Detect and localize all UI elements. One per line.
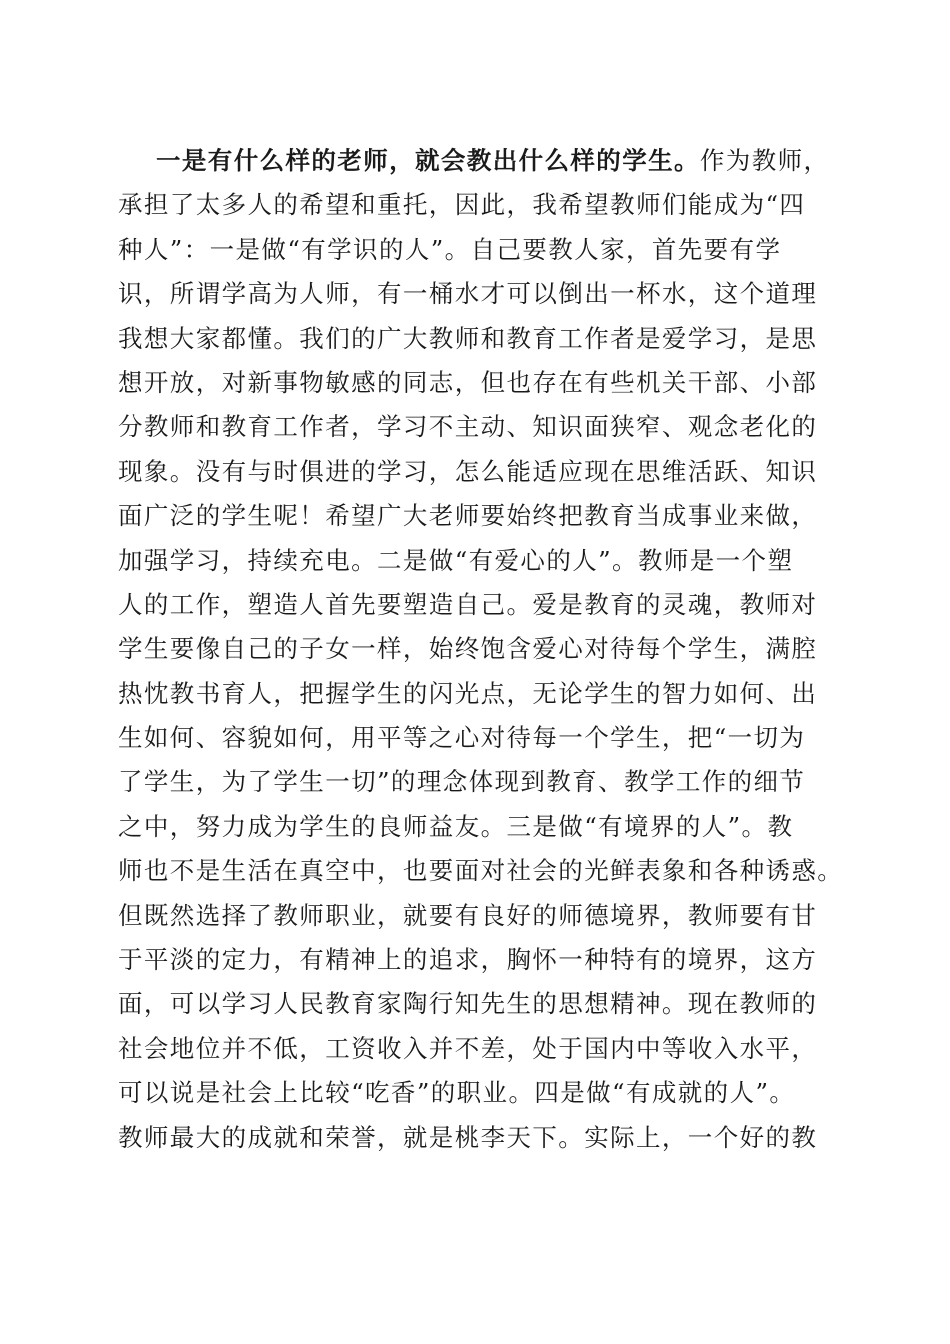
- text-line: 面广泛的学生呢！希望广大老师要始终把教育当成事业来做，: [118, 501, 818, 531]
- text-line: 但既然选择了教师职业，就要有良好的师德境界，教师要有甘: [118, 900, 818, 930]
- text-line-1: [118, 139, 838, 183]
- lead-sentence: 一是有什么样的老师，就会教出什么样的学生。: [156, 146, 700, 175]
- text-line: 社会地位并不低，工资收入并不差，处于国内中等收入水平，: [118, 1033, 818, 1063]
- text-line: 热忱教书育人，把握学生的闪光点，无论学生的智力如何、出: [118, 678, 818, 708]
- text-line: 种人”：一是做“有学识的人”。自己要教人家，首先要有学: [118, 234, 782, 264]
- text-line: 识，所谓学高为人师，有一桶水才可以倒出一杯水，这个道理: [118, 279, 818, 309]
- text-line: 人的工作，塑造人首先要塑造自己。爱是教育的灵魂，教师对: [118, 589, 818, 619]
- text-line: 可以说是社会上比较“吃香”的职业。四是做“有成就的人”。: [118, 1078, 796, 1108]
- text-line: 了学生，为了学生一切”的理念体现到教育、教学工作的细节: [118, 767, 806, 797]
- text-line: 教师最大的成就和荣誉，就是桃李天下。实际上，一个好的教: [118, 1122, 818, 1152]
- text-line: 之中，努力成为学生的良师益友。三是做“有境界的人”。教: [118, 811, 794, 841]
- text-line: 现象。没有与时俱进的学习，怎么能适应现在思维活跃、知识: [118, 456, 818, 486]
- text-line: 师也不是生活在真空中，也要面对社会的光鲜表象和各种诱惑。: [118, 856, 844, 886]
- text-line: 于平淡的定力，有精神上的追求，胸怀一种特有的境界，这方: [118, 945, 818, 975]
- text-line: 想开放，对新事物敏感的同志，但也存在有些机关干部、小部: [118, 367, 818, 397]
- text-line: 分教师和教育工作者，学习不主动、知识面狭窄、观念老化的: [118, 412, 818, 442]
- first-line-rest: 作为教师，: [699, 146, 830, 175]
- text-line: 学生要像自己的子女一样，始终饱含爱心对待每个学生，满腔: [118, 634, 818, 664]
- text-line: 面，可以学习人民教育家陶行知先生的思想精神。现在教师的: [118, 989, 818, 1019]
- paragraph: [118, 139, 844, 1160]
- text-line: 承担了太多人的希望和重托，因此，我希望教师们能成为“四: [118, 190, 806, 220]
- text-line: 我想大家都懂。我们的广大教师和教育工作者是爱学习，是思: [118, 323, 818, 353]
- text-line: 加强学习，持续充电。二是做“有爱心的人”。教师是一个塑: [118, 545, 794, 575]
- text-line: 生如何、容貌如何，用平等之心对待每一个学生，把“一切为: [118, 723, 806, 753]
